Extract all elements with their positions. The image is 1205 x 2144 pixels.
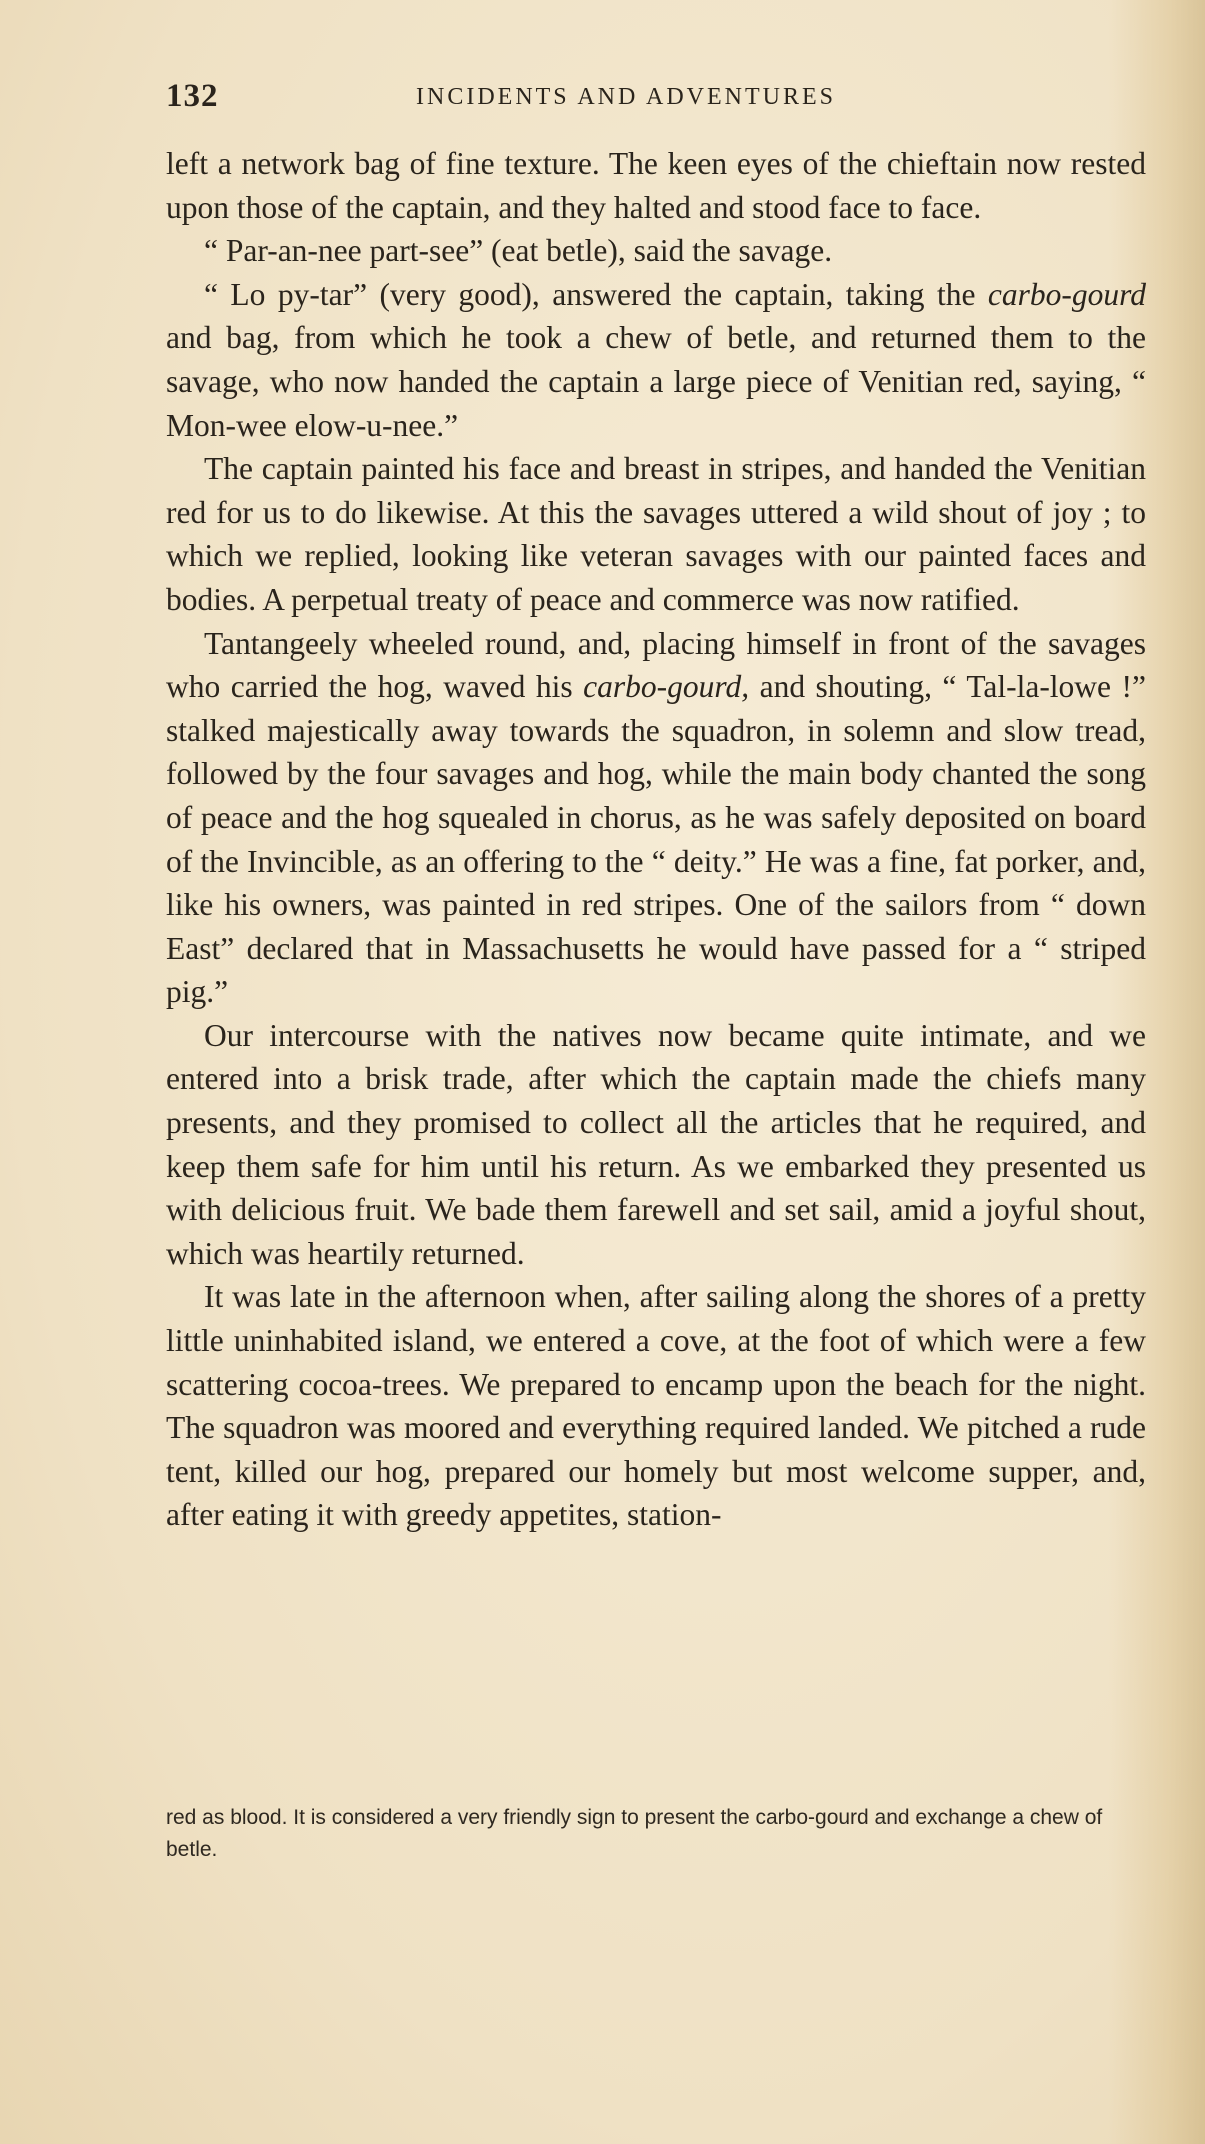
paragraph: [166, 273, 1146, 447]
paragraph: [166, 1014, 1146, 1276]
italic-text: carbo-gourd: [987, 276, 1146, 312]
body-text: [166, 142, 1146, 1537]
text-span: Tantangeely wheeled round, and, placing himself in front of the savages who carried the hog, waved his: [166, 625, 1146, 705]
text-span: and shouting, “ Tal-la-lowe !” stalked majestically away towards the squadron, in solemn and slow tread, followed by the four savages and hog, while the main body chanted the song of peace and the hog squealed in chorus, as he was safely deposited on board of the Invincible, as an offering to the “ deity.” He was a fine, fat porker, and, like his owners, was painted in red stripes. One of the sailors from “ down East” declared that in Massachusetts he would have passed for a “ striped pig.”: [166, 669, 1146, 1010]
italic-text: carbo-gourd,: [583, 669, 750, 705]
text-span: The captain painted his face and breast in stripes, and handed the Venitian red for us to do likewise. At this the savages uttered a wild shout of joy ; to which we replied, looking like veteran savages with our painted faces and bodies. A perpetual treaty of peace and commerce was now ratified.: [166, 451, 1146, 617]
paragraph: [166, 142, 1146, 229]
text-span: Our intercourse with the natives now became quite intimate, and we entered into a brisk trade, after which the captain made the chiefs many presents, and they promised to collect all the articles that he required, and keep them safe for him until his return. As we embarked they presented us with delicious fruit. We bade them farewell and set sail, amid a joyful shout, which was heartily returned.: [166, 1017, 1146, 1271]
footnote: red as blood. It is considered a very friendly sign to present the carbo-gourd and exchange a chew of betle.: [166, 1806, 1103, 1861]
text-span: left a network bag of fine texture. The keen eyes of the chieftain now rested upon those of the captain, and they halted and stood face to face.: [166, 146, 1146, 225]
running-title: INCIDENTS AND ADVENTURES: [416, 84, 836, 110]
paragraph: [166, 229, 1146, 273]
paragraph: [166, 447, 1146, 621]
text-span: “ Par-an-nee part-see” (eat betle), said the savage.: [204, 233, 833, 269]
paragraph: [166, 1275, 1146, 1537]
text-span: and bag, from which he took a chew of betle, and returned them to the savage, who now handed the captain a large piece of Venitian red, saying, “ Mon-wee elow-u-nee.”: [166, 320, 1146, 443]
page-header: [166, 78, 1146, 118]
page-number: 132: [166, 78, 219, 114]
text-span: “ Lo py-tar” (very good), answered the captain, taking the: [204, 276, 988, 312]
text-span: It was late in the afternoon when, after sailing along the shores of a pretty little uninhabited island, we entered a cove, at the foot of which were a few scattering cocoa-trees. We prepared to encamp upon the beach for the night. The squadron was moored and everything required landed. We pitched a rude tent, killed our hog, prepared our homely but most welcome supper, and, after eating it with greedy appetites, station-: [166, 1279, 1146, 1533]
paragraph: [166, 622, 1146, 1014]
